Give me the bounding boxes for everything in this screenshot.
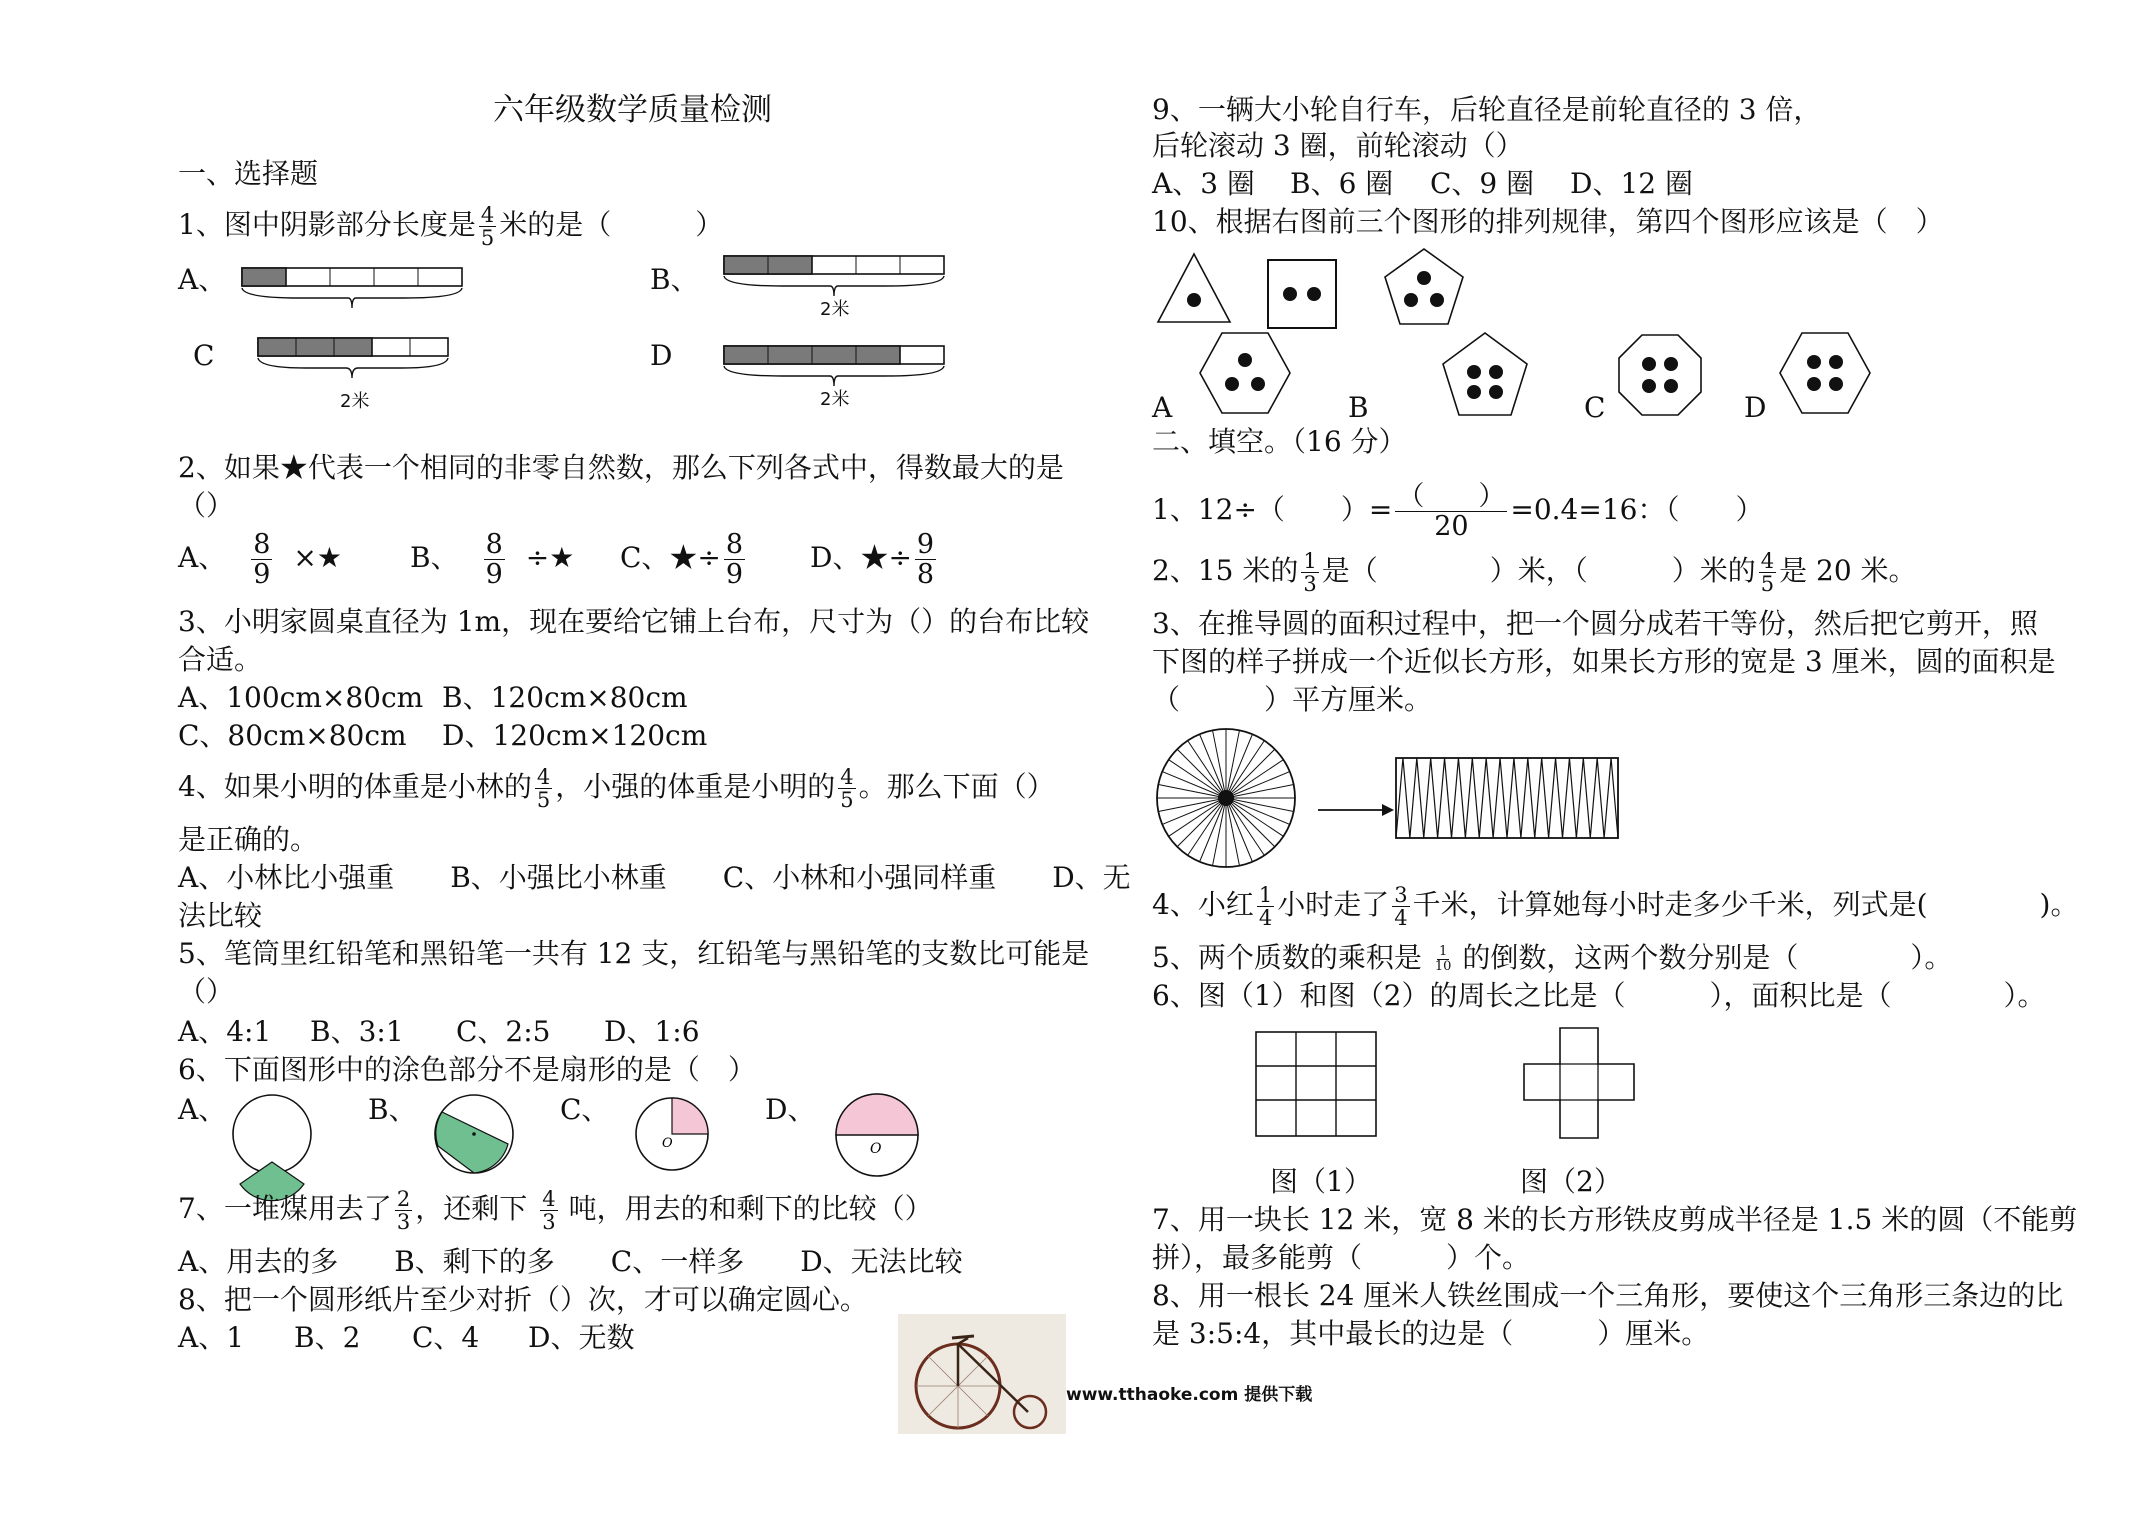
fill-8: 8、用一根长 24 厘米人铁丝围成一个三角形，要使这个三角形三条边的比 [1152, 1279, 2064, 1312]
fill-7: 7、用一块长 12 米，宽 8 米的长方形铁皮剪成半径是 1.5 米的圆（不能剪 [1152, 1203, 2078, 1236]
watermark: www.tthaoke.com 提供下载 [1066, 1385, 1313, 1405]
q5-tail: （） [178, 975, 235, 1008]
fill-5: 5、两个质数的乘积是 $\frac{1}{10}$ 的倒数，这两个数分别是（ ）。 [1152, 941, 1953, 974]
q5-option-b: B、3:1 [310, 1015, 404, 1048]
q10-pattern-triangle [1154, 250, 1234, 326]
q9-option-a: A、3 圈 [1152, 167, 1255, 200]
q2-option-a: A、 $\frac{8}{9}$ ×★ [178, 529, 342, 590]
bar-label-d: 2米 [820, 389, 850, 410]
q2: 2、如果★代表一个相同的非零自然数，那么下列各式中，得数最大的是 [178, 451, 1064, 484]
q4-tail: 是正确的。 [178, 823, 319, 856]
q9-option-b: B、6 圈 [1290, 167, 1394, 200]
q1-option-b: B、 [650, 263, 699, 296]
q1-option-d: D [650, 339, 673, 372]
fill-8-line2: 是 3:5:4，其中最长的边是（ ）厘米。 [1152, 1317, 1710, 1350]
q10-option-b: B [1348, 391, 1369, 424]
q1-fraction: $\frac{4}{5}$ [480, 203, 495, 250]
q6-option-c: C、 [560, 1093, 610, 1126]
q2-option-b: B、 $\frac{8}{9}$ ÷★ [410, 529, 575, 590]
q2-tail: （） [178, 489, 235, 522]
q9-option-c: C、9 圈 [1430, 167, 1535, 200]
q10-pattern-square [1266, 258, 1338, 330]
q10-option-a: A [1152, 391, 1173, 424]
q8-option-d: D、无数 [528, 1321, 635, 1354]
q1: 1、图中阴影部分长度是 $\frac{4}{5}$ 米的是（ ） [178, 203, 724, 250]
bar-figure-a [240, 266, 470, 316]
q6-option-d: D、 [765, 1093, 816, 1126]
q6-option-a: A、 [178, 1093, 227, 1126]
q6-figure-d [832, 1090, 922, 1180]
q3-arrow [1316, 800, 1396, 820]
q10-choice-d-hexagon [1778, 330, 1872, 416]
q8-option-a: A、1 [178, 1321, 245, 1354]
figure-2-label: 图（2） [1520, 1165, 1622, 1198]
section-fill: 二、填空。（16 分） [1152, 425, 1407, 458]
q6: 6、下面图形中的涂色部分不是扇形的是（ ） [178, 1053, 756, 1086]
section-choice: 一、选择题 [178, 157, 319, 190]
q7: 7、一堆煤用去了 $\frac{2}{3}$ ，还剩下 $\frac{4}{3}$ 吨，用去的和剩下的比较（） [178, 1187, 933, 1234]
q5-option-d: D、1:6 [604, 1015, 700, 1048]
q5: 5、笔筒里红铅笔和黑铅笔一共有 12 支，红铅笔与黑铅笔的支数比可能是 [178, 937, 1090, 970]
q2-option-c: C、★÷ $\frac{8}{9}$ [620, 529, 744, 590]
q3: 3、小明家圆桌直径为 1m，现在要给它铺上台布，尺寸为（）的台布比较 [178, 605, 1090, 638]
bar-label-c: 2米 [340, 391, 370, 412]
fill-1: 1、12÷（ ）= $\frac{( )}{20}$ =0.4=16：（ ） [1152, 481, 1764, 542]
q1-option-a: A、 [178, 263, 227, 296]
q6-figure-c [632, 1094, 712, 1174]
q3-option-d: D、120cm×120cm [442, 719, 708, 752]
q3-option-b: B、120cm×80cm [442, 681, 688, 714]
q10: 10、根据右图前三个图形的排列规律，第四个图形应该是（ ） [1152, 205, 1944, 238]
svg-text:O: O [870, 1141, 882, 1157]
q1-option-c: C [193, 339, 215, 372]
figure-1-grid [1254, 1030, 1380, 1140]
figure-2-cross [1520, 1024, 1638, 1142]
fill-7-line2: 拼），最多能剪（ ）个。 [1152, 1241, 1531, 1274]
fill-3-line3: （ ）平方厘米。 [1152, 683, 1433, 716]
q4: 4、如果小明的体重是小林的 $\frac{4}{5}$ ，小强的体重是小明的 $\frac{4}{5}$ 。那么下面（） [178, 765, 1055, 812]
q3-option-c: C、80cm×80cm [178, 719, 407, 752]
fill-4: 4、小红 $\frac{1}{4}$ 小时走了 $\frac{3}{4}$ 千米，计算她每小时走多少千米，列式是( )。 [1152, 883, 2079, 930]
q3-sector-circle [1154, 726, 1298, 870]
q9-option-d: D、12 圈 [1570, 167, 1693, 200]
q9-line2: 后轮滚动 3 圈，前轮滚动（） [1152, 129, 1524, 162]
q7-options: A、用去的多 B、剩下的多 C、一样多 D、无法比较 [178, 1245, 963, 1278]
q5-option-a: A、4:1 [178, 1015, 272, 1048]
q10-choice-c-octagon [1616, 332, 1704, 418]
q10-pattern-pentagon [1382, 246, 1466, 328]
q8: 8、把一个圆形纸片至少对折（）次，才可以确定圆心。 [178, 1283, 868, 1316]
q4-options-tail: 法比较 [178, 899, 263, 932]
fill-3: 3、在推导圆的面积过程中，把一个圆分成若干等份，然后把它剪开，照 [1152, 607, 2038, 640]
q4-options: A、小林比小强重 B、小强比小林重 C、小林和小强同样重 D、无 [178, 861, 1131, 894]
q8-option-c: C、4 [412, 1321, 480, 1354]
q2-option-d: D、★÷ $\frac{9}{8}$ [810, 529, 935, 590]
q3-tail: 合适。 [178, 643, 263, 676]
fill-3-line2: 下图的样子拼成一个近似长方形，如果长方形的宽是 3 厘米，圆的面积是 [1152, 645, 2056, 678]
figure-1-label: 图（1） [1270, 1165, 1372, 1198]
q10-option-c: C [1584, 391, 1606, 424]
bicycle-logo [898, 1314, 1066, 1434]
fill-2: 2、15 米的 $\frac{1}{3}$ 是（ ）米，（ ）米的 $\frac{4}{5}$ 是 20 米。 [1152, 549, 1917, 596]
q6-option-b: B、 [368, 1093, 417, 1126]
q3-approx-rectangle [1394, 756, 1624, 840]
page-title: 六年级数学质量检测 [493, 92, 772, 128]
svg-text:O: O [662, 1136, 673, 1151]
q3-option-a: A、100cm×80cm [178, 681, 424, 714]
q6-figure-b [432, 1092, 516, 1176]
q10-choice-a-hexagon [1198, 330, 1292, 416]
fill-6: 6、图（1）和图（2）的周长之比是（ ），面积比是（ ）。 [1152, 979, 2046, 1012]
q10-choice-b-pentagon [1440, 330, 1530, 418]
bar-label-b: 2米 [820, 299, 850, 320]
q6-figure-a [230, 1092, 314, 1176]
q8-option-b: B、2 [294, 1321, 361, 1354]
q10-option-d: D [1744, 391, 1767, 424]
q5-option-c: C、2:5 [456, 1015, 551, 1048]
q9: 9、一辆大小轮自行车，后轮直径是前轮直径的 3 倍， [1152, 93, 1822, 126]
